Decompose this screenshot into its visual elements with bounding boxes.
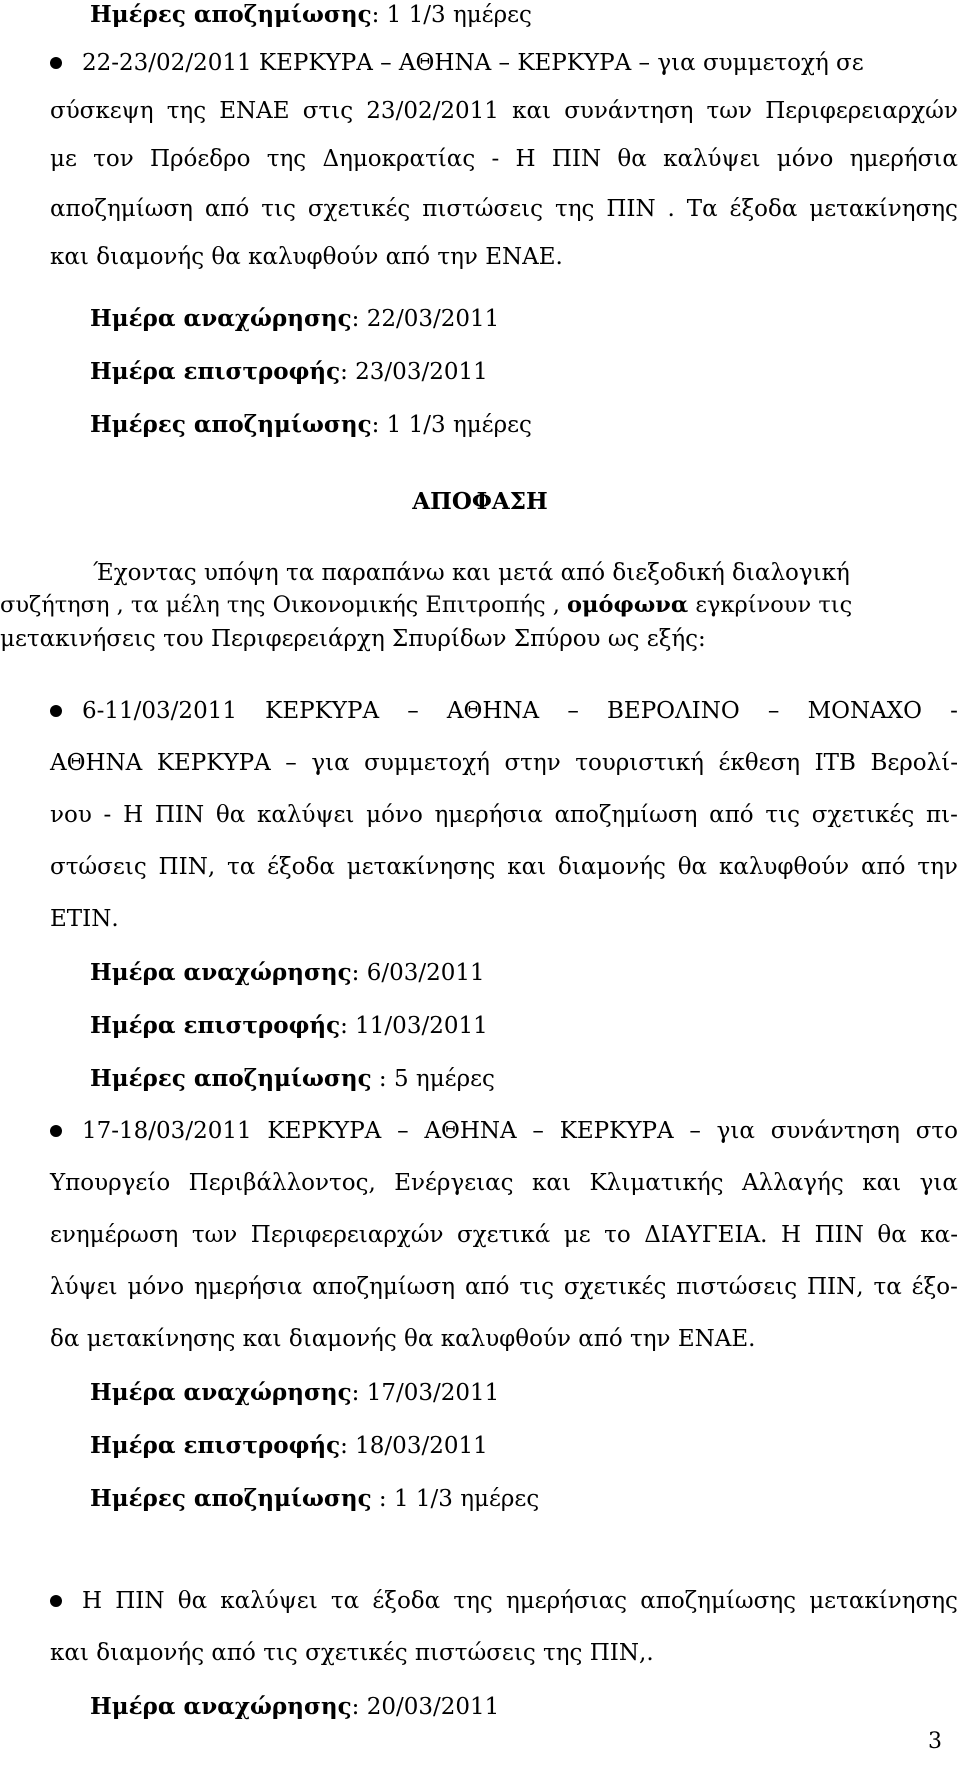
- departure-value: : 6/03/2011: [351, 960, 485, 986]
- return-label: Ημέρα επιστροφής: [90, 1012, 341, 1039]
- decision-line-1: Έχοντας υπόψη τα παραπάνω και μετά από διεξοδική διαλογική: [93, 560, 850, 586]
- trip1-line-3: αποζημίωση από τις σχετικές πιστώσεις της ΠΙΝ . Τα έξοδα μετακίνησης: [50, 196, 958, 222]
- trip2-days: [90, 1064, 495, 1094]
- trip2-line-2: νου - Η ΠΙΝ θα καλύψει μόνο ημερήσια αποζημίωση από τις σχετικές πι-: [50, 802, 958, 828]
- departure-label: Ημέρα αναχώρησης: [90, 1379, 352, 1406]
- trip1-line-1: σύσκεψη της ΕΝΑΕ στις 23/02/2011 και συνάντηση των Περιφερειαρχών: [50, 98, 958, 124]
- return-value: : 23/03/2011: [340, 359, 488, 385]
- page-number: 3: [928, 1729, 942, 1754]
- days-label: Ημέρες αποζημίωσης: [90, 1485, 372, 1512]
- bullet-trip3: [50, 1125, 62, 1137]
- trip1-line-4: και διαμονής θα καλυφθούν από την ΕΝΑΕ.: [50, 244, 563, 270]
- trip3-line-3: λύψει μόνο ημερήσια αποζημίωση από τις σχετικές πιστώσεις ΠΙΝ, τα έξο-: [50, 1274, 958, 1300]
- bullet-trip1: [50, 57, 62, 69]
- unanimous-word: ομόφωνα: [567, 592, 689, 618]
- trip2-return: [90, 1011, 488, 1041]
- trip3-line-4: δα μετακίνησης και διαμονής θα καλυφθούν από την ΕΝΑΕ.: [50, 1326, 756, 1352]
- days-value: : 1 1/3 ημέρες: [371, 412, 532, 438]
- trip3-line-2: ενημέρωση των Περιφερειαρχών σχετικά με το ΔΙΑΥΓΕΙΑ. Η ΠΙΝ θα κα-: [50, 1222, 958, 1248]
- days-value: : 1 1/3 ημέρες: [371, 2, 532, 28]
- trip4-departure: [90, 1692, 499, 1722]
- trip3-line-0: 17-18/03/2011 ΚΕΡΚΥΡΑ – ΑΘΗΝΑ – ΚΕΡΚΥΡΑ – για συνάντηση στο: [82, 1118, 958, 1144]
- trip2-line-0: 6-11/03/2011 ΚΕΡΚΥΡΑ – ΑΘΗΝΑ – ΒΕΡΟΛΙΝΟ – ΜΟΝΑΧΟ -: [82, 698, 958, 724]
- trip1-return: [90, 357, 488, 387]
- trip1-departure: [90, 304, 499, 334]
- return-value: : 18/03/2011: [340, 1433, 488, 1459]
- return-label: Ημέρα επιστροφής: [90, 1432, 341, 1459]
- trip2-departure: [90, 958, 485, 988]
- trip2-line-1: ΑΘΗΝΑ ΚΕΡΚΥΡΑ – για συμμετοχή στην τουριστική έκθεση ΙΤΒ Βερολί-: [50, 750, 958, 776]
- days-label: Ημέρες αποζημίωσης: [90, 1, 372, 28]
- trip3-line-1: Υπουργείο Περιβάλλοντος, Ενέργειας και Κλιματικής Αλλαγής και για: [50, 1170, 958, 1196]
- trip4-line-0: Η ΠΙΝ θα καλύψει τα έξοδα της ημερήσιας αποζημίωσης μετακίνησης: [82, 1588, 958, 1614]
- decision-line-3: μετακινήσεις του Περιφερειάρχη Σπυρίδων Σπύρου ως εξής:: [0, 626, 706, 652]
- return-value: : 11/03/2011: [340, 1013, 488, 1039]
- days-label: Ημέρες αποζημίωσης: [90, 1065, 372, 1092]
- top-days-line: [90, 0, 532, 30]
- departure-label: Ημέρα αναχώρησης: [90, 1693, 352, 1720]
- departure-value: : 17/03/2011: [351, 1380, 500, 1406]
- days-value: : 1 1/3 ημέρες: [371, 1486, 540, 1512]
- decision-line-2: συζήτηση , τα μέλη της Οικονομικής Επιτροπής , ομόφωνα εγκρίνουν τις: [0, 592, 853, 618]
- days-label: Ημέρες αποζημίωσης: [90, 411, 372, 438]
- trip4-line-1: και διαμονής από τις σχετικές πιστώσεις της ΠΙΝ,.: [50, 1640, 654, 1666]
- trip2-line-4: ΕΤΙΝ.: [50, 906, 119, 932]
- trip1-line-0: 22-23/02/2011 ΚΕΡΚΥΡΑ – ΑΘΗΝΑ – ΚΕΡΚΥΡΑ – για συμμετοχή σε: [82, 50, 864, 76]
- trip3-departure: [90, 1378, 499, 1408]
- trip2-line-3: στώσεις ΠΙΝ, τα έξοδα μετακίνησης και διαμονής θα καλυφθούν από την: [50, 854, 958, 880]
- trip1-line-2: με τον Πρόεδρο της Δημοκρατίας - Η ΠΙΝ θα καλύψει μόνο ημερήσια: [50, 146, 958, 172]
- decision-title: ΑΠΟΦΑΣΗ: [412, 488, 548, 515]
- return-label: Ημέρα επιστροφής: [90, 358, 341, 385]
- departure-label: Ημέρα αναχώρησης: [90, 305, 352, 332]
- trip3-return: [90, 1431, 488, 1461]
- days-value: : 5 ημέρες: [371, 1066, 495, 1092]
- departure-value: : 22/03/2011: [351, 306, 500, 332]
- departure-value: : 20/03/2011: [351, 1694, 500, 1720]
- bullet-trip4: [50, 1595, 62, 1607]
- trip3-days: [90, 1484, 539, 1514]
- departure-label: Ημέρα αναχώρησης: [90, 959, 352, 986]
- bullet-trip2: [50, 705, 62, 717]
- trip1-days: [90, 410, 532, 440]
